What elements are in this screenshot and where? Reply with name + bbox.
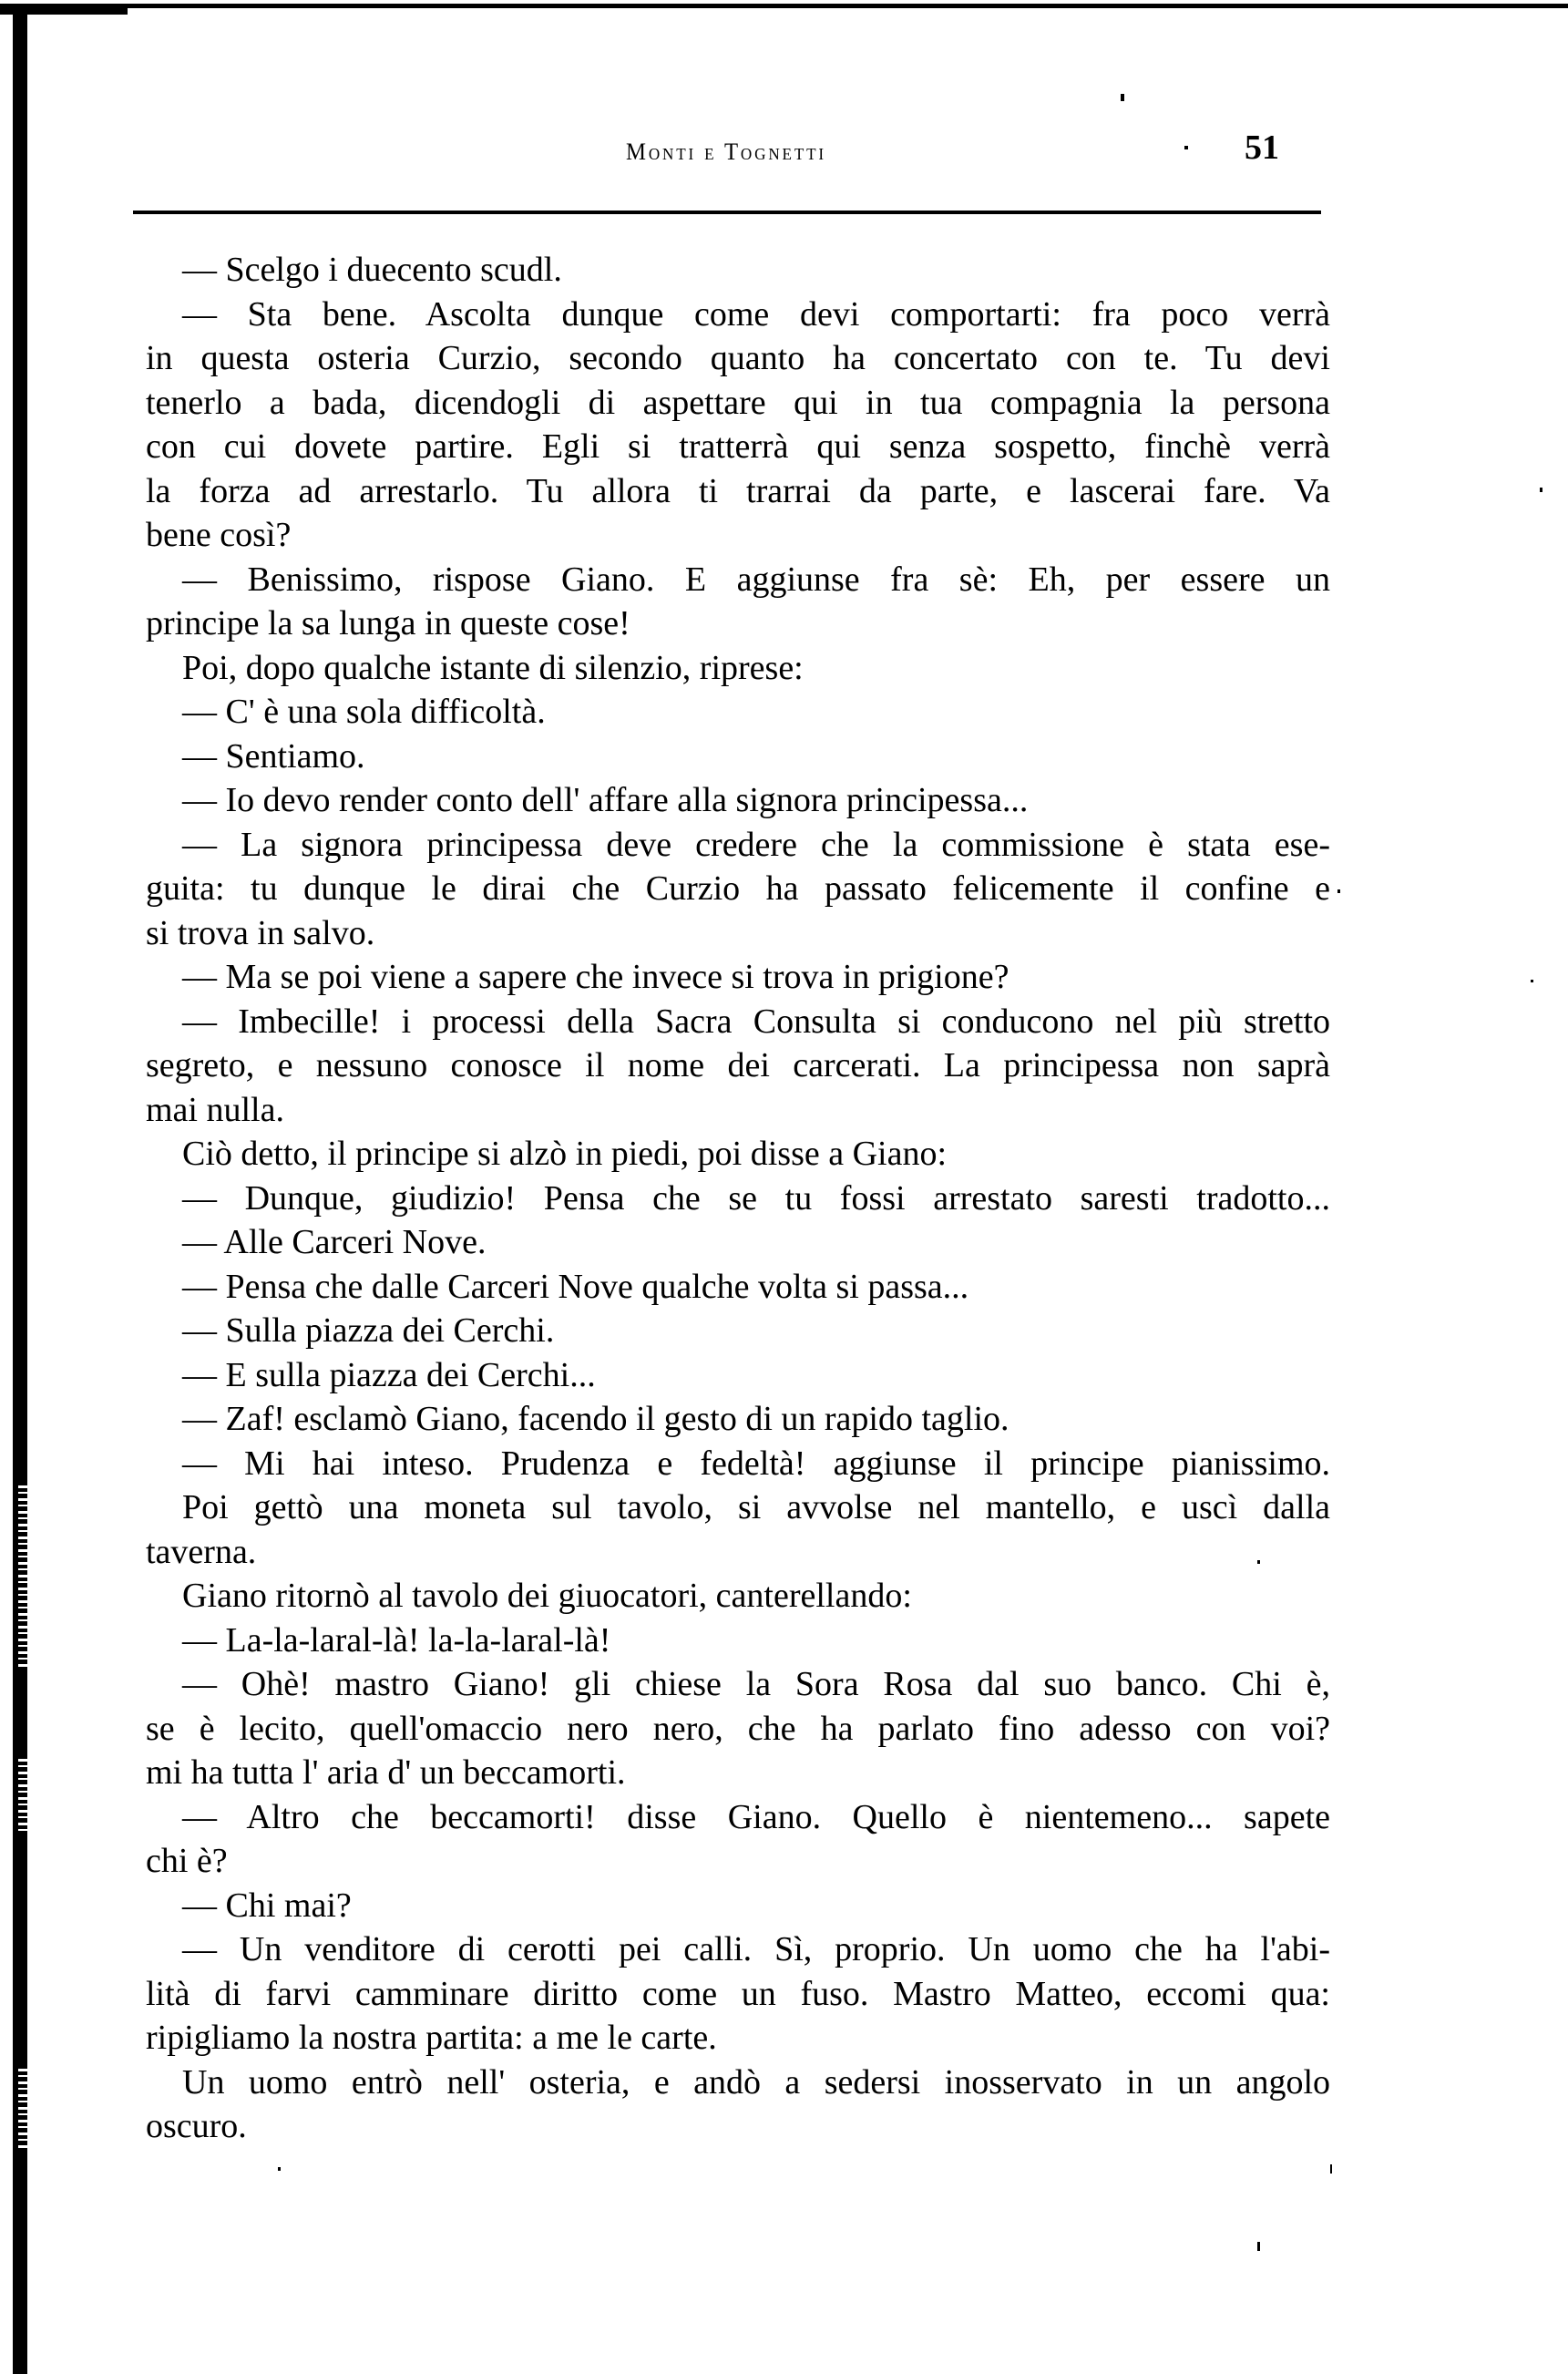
text-line: Ciò detto, il principe si alzò in piedi, poi disse a Giano: [182,1135,948,1173]
text-line: taverna. [146,1532,257,1571]
text-line: — E sulla piazza dei Cerchi... [182,1355,596,1394]
text-line: in questa osteria Curzio, secondo quanto ha concertato con te. Tu devi [146,339,1330,377]
text-line: — Io devo render conto dell' affare alla signora principessa... [182,781,1029,819]
text-line: mi ha tutta l' aria d' un beccamorti. [146,1753,626,1792]
scan-speck [1184,146,1188,149]
header-rule [133,211,1321,214]
text-line: tenerlo a bada, dicendogli di aspettare qui in tua compagnia la persona [146,383,1330,422]
scan-speck [1121,94,1124,101]
text-line: ripigliamo la nostra partita: a me le carte. [146,2019,717,2057]
text-line: Giano ritornò al tavolo dei giuocatori, canterellando: [182,1577,912,1615]
text-line: — Zaf! esclamò Giano, facendo il gesto di un rapido taglio. [182,1400,1009,1438]
text-line: Poi gettò una moneta sul tavolo, si avvolse nel mantello, e uscì dalla [182,1488,1330,1526]
text-line: — Alle Carceri Nove. [182,1223,487,1261]
scan-noise [18,2069,27,2151]
scan-border-top [0,4,1568,8]
text-line: oscuro. [146,2107,247,2145]
scan-speck [1540,488,1542,492]
body-text [146,248,1330,2149]
text-line: — Pensa che dalle Carceri Nove qualche volta si passa... [182,1267,969,1306]
text-line: Un uomo entrò nell' osteria, e andò a sedersi inosservato in un angolo [182,2062,1330,2102]
text-line: mai nulla. [146,1090,284,1129]
text-line: — Mi hai inteso. Prudenza e fedeltà! aggiunse il principe pianissimo. [182,1444,1330,1483]
scan-speck [278,2167,281,2171]
text-line: — Imbecille! i processi della Sacra Consulta si conducono nel più stretto [182,1002,1330,1041]
page-number: 51 [1245,128,1279,167]
text-line: se è lecito, quell'omaccio nero nero, che ha parlato fino adesso con voi? [146,1709,1330,1748]
text-line: bene così? [146,516,292,554]
text-line: lità di farvi camminare diritto come un fuso. Mastro Matteo, eccomi qua: [146,1974,1330,2013]
scan-speck [1531,980,1533,982]
text-line: — Dunque, giudizio! Pensa che se tu fossi arrestato saresti tradotto... [182,1178,1330,1218]
text-line: — Ohè! mastro Giano! gli chiese la Sora Rosa dal suo banco. Chi è, [182,1665,1330,1703]
text-line: — Chi mai? [182,1886,352,1925]
text-line: — Sentiamo. [182,736,365,776]
scan-noise [18,1759,27,1832]
running-header-title: Monti e Tognetti [626,139,826,165]
text-line: — Sta bene. Ascolta dunque come devi comportarti: fra poco verrà [182,294,1330,334]
text-line: la forza ad arrestarlo. Tu allora ti trarrai da parte, e lascerai fare. Va [146,471,1330,510]
text-line: — C' è una sola difficoltà. [182,693,546,731]
scan-speck [1337,889,1340,893]
text-line: — Sulla piazza dei Cerchi. [182,1311,555,1350]
text-line: — Scelgo i duecento scudl. [182,251,562,289]
text-line: segreto, e nessuno conosce il nome dei carcerati. La principessa non saprà [146,1046,1330,1084]
text-line: si trova in salvo. [146,913,375,952]
text-line: — Altro che beccamorti! disse Giano. Quello è nientemeno... sapete [182,1797,1330,1836]
text-line: guita: tu dunque le dirai che Curzio ha passato felicemente il confine e [146,869,1330,908]
scan-noise [18,1613,27,1668]
text-line: chi è? [146,1842,228,1880]
text-line: — La-la-laral-là! la-la-laral-là! [182,1620,611,1660]
text-line: principe la sa lunga in queste cose! [146,604,630,642]
text-line: — La signora principessa deve credere che la commissione è stata ese- [182,825,1330,864]
scan-border-left [13,4,27,2374]
text-line: — Benissimo, rispose Giano. E aggiunse fra sè: Eh, per essere un [182,560,1330,599]
text-line: — Ma se poi viene a sapere che invece si trova in prigione? [182,958,1009,996]
text-line: Poi, dopo qualche istante di silenzio, riprese: [182,648,804,687]
scan-speck [1330,2164,1332,2174]
scan-speck [1257,2242,1260,2251]
text-line: con cui dovete partire. Egli si tratterrà qui senza sospetto, finchè verrà [146,427,1330,466]
text-line: — Un venditore di cerotti pei calli. Sì, proprio. Un uomo che ha l'abi- [182,1930,1330,1968]
scan-noise [18,1485,27,1622]
